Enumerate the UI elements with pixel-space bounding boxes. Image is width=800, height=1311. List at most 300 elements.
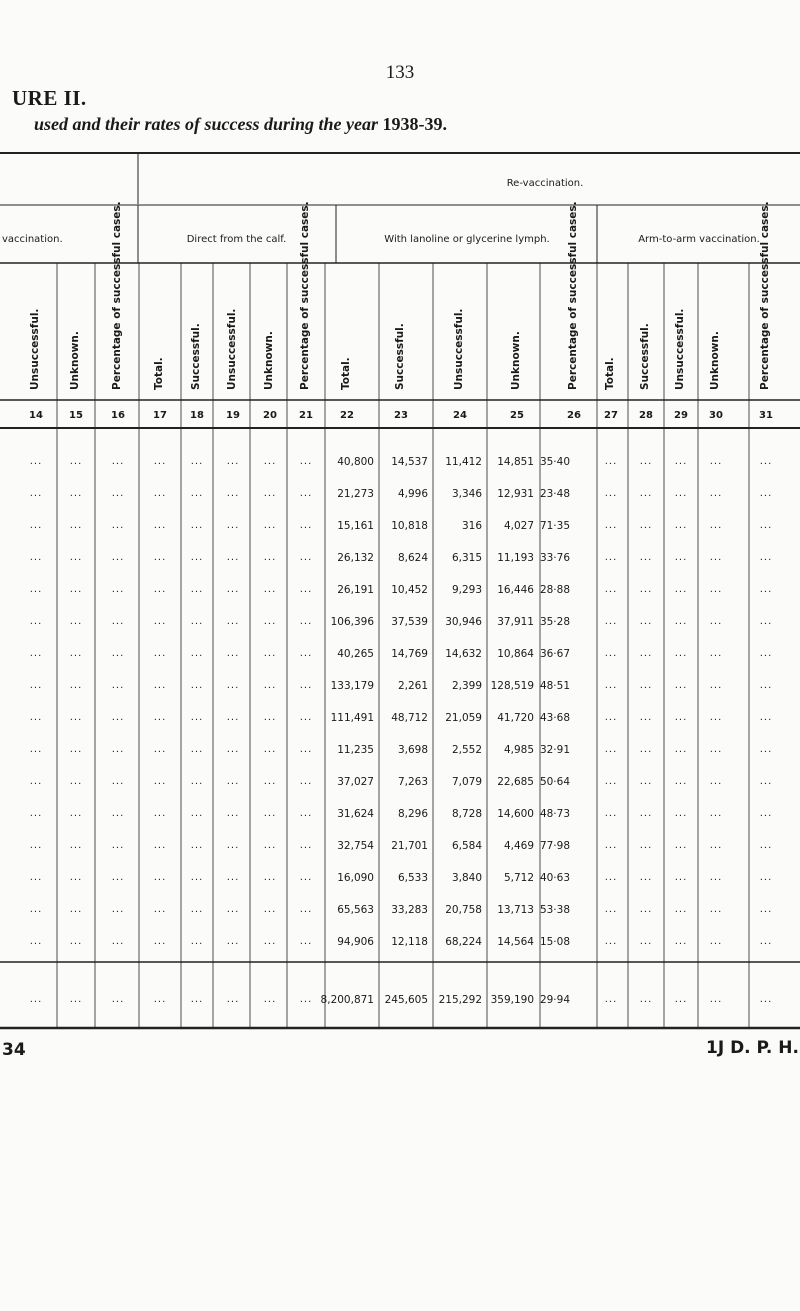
cell-percentage: 15·08 bbox=[539, 936, 570, 948]
column-number: 20 bbox=[263, 410, 277, 421]
cell-successful: 7,263 bbox=[397, 776, 428, 788]
empty-cell: ... bbox=[263, 840, 277, 851]
cell-total: 111,491 bbox=[330, 712, 374, 724]
empty-cell: ... bbox=[190, 840, 204, 851]
cell-total: 37,027 bbox=[337, 776, 374, 788]
column-header: Successful. bbox=[394, 323, 406, 390]
cell-percentage: 35·28 bbox=[539, 616, 570, 628]
cell-total: 11,235 bbox=[337, 744, 374, 756]
empty-cell: ... bbox=[759, 904, 773, 915]
empty-cell: ... bbox=[263, 488, 277, 499]
cell-successful: 33,283 bbox=[391, 904, 428, 916]
empty-cell: ... bbox=[299, 584, 313, 595]
empty-cell: ... bbox=[69, 648, 83, 659]
caption-arm-to-arm: Arm-to-arm vaccination. bbox=[638, 234, 760, 245]
cell-successful: 12,118 bbox=[391, 936, 428, 948]
empty-cell: ... bbox=[299, 648, 313, 659]
empty-cell: ... bbox=[153, 840, 167, 851]
empty-cell: ... bbox=[226, 680, 240, 691]
column-number: 19 bbox=[226, 410, 240, 421]
cell-unknown: 14,564 bbox=[497, 936, 534, 948]
cell-unknown: 12,931 bbox=[497, 488, 534, 500]
column-number: 23 bbox=[394, 410, 408, 421]
empty-cell: ... bbox=[153, 744, 167, 755]
empty-cell: ... bbox=[639, 680, 653, 691]
cell-total: 106,396 bbox=[330, 616, 374, 628]
empty-cell: ... bbox=[226, 808, 240, 819]
empty-cell: ... bbox=[69, 994, 83, 1005]
empty-cell: ... bbox=[604, 648, 618, 659]
empty-cell: ... bbox=[709, 936, 723, 947]
cell-unsuccessful: 11,412 bbox=[445, 456, 482, 468]
empty-cell: ... bbox=[604, 744, 618, 755]
empty-cell: ... bbox=[69, 936, 83, 947]
empty-cell: ... bbox=[709, 904, 723, 915]
cell-percentage: 29·94 bbox=[539, 994, 570, 1006]
empty-cell: ... bbox=[674, 488, 688, 499]
empty-cell: ... bbox=[639, 552, 653, 563]
cell-successful: 4,996 bbox=[397, 488, 428, 500]
empty-cell: ... bbox=[29, 872, 43, 883]
empty-cell: ... bbox=[759, 712, 773, 723]
caption-lanoline: With lanoline or glycerine lymph. bbox=[384, 234, 550, 245]
empty-cell: ... bbox=[639, 520, 653, 531]
empty-cell: ... bbox=[263, 616, 277, 627]
cell-successful: 14,769 bbox=[391, 648, 428, 660]
cell-unknown: 4,027 bbox=[503, 520, 534, 532]
empty-cell: ... bbox=[639, 840, 653, 851]
empty-cell: ... bbox=[759, 744, 773, 755]
cell-total: 94,906 bbox=[337, 936, 374, 948]
empty-cell: ... bbox=[69, 776, 83, 787]
empty-cell: ... bbox=[111, 840, 125, 851]
empty-cell: ... bbox=[29, 552, 43, 563]
empty-cell: ... bbox=[111, 584, 125, 595]
empty-cell: ... bbox=[29, 456, 43, 467]
table-heading: URE II. bbox=[12, 86, 87, 110]
empty-cell: ... bbox=[153, 520, 167, 531]
cell-total: 40,265 bbox=[337, 648, 374, 660]
cell-unknown: 359,190 bbox=[490, 994, 534, 1006]
empty-cell: ... bbox=[674, 744, 688, 755]
column-header: Unsuccessful. bbox=[453, 308, 465, 390]
empty-cell: ... bbox=[153, 616, 167, 627]
cell-unknown: 128,519 bbox=[490, 680, 534, 692]
empty-cell: ... bbox=[29, 994, 43, 1005]
subtitle-year: 1938-39. bbox=[382, 114, 448, 134]
empty-cell: ... bbox=[709, 776, 723, 787]
empty-cell: ... bbox=[604, 936, 618, 947]
empty-cell: ... bbox=[604, 552, 618, 563]
empty-cell: ... bbox=[111, 648, 125, 659]
empty-cell: ... bbox=[111, 808, 125, 819]
column-header: Percentage of successful cases. bbox=[299, 201, 311, 390]
cell-percentage: 77·98 bbox=[539, 840, 570, 852]
cell-unknown: 5,712 bbox=[503, 872, 534, 884]
empty-cell: ... bbox=[709, 552, 723, 563]
empty-cell: ... bbox=[190, 744, 204, 755]
empty-cell: ... bbox=[263, 584, 277, 595]
cell-unsuccessful: 9,293 bbox=[451, 584, 482, 596]
empty-cell: ... bbox=[111, 776, 125, 787]
empty-cell: ... bbox=[674, 616, 688, 627]
cell-unknown: 4,985 bbox=[503, 744, 534, 756]
empty-cell: ... bbox=[639, 872, 653, 883]
empty-cell: ... bbox=[226, 520, 240, 531]
empty-cell: ... bbox=[299, 552, 313, 563]
column-number: 28 bbox=[639, 410, 653, 421]
empty-cell: ... bbox=[759, 584, 773, 595]
empty-cell: ... bbox=[604, 840, 618, 851]
empty-cell: ... bbox=[69, 680, 83, 691]
empty-cell: ... bbox=[674, 648, 688, 659]
empty-cell: ... bbox=[153, 584, 167, 595]
column-number: 31 bbox=[759, 410, 773, 421]
empty-cell: ... bbox=[153, 994, 167, 1005]
empty-cell: ... bbox=[153, 648, 167, 659]
empty-cell: ... bbox=[190, 552, 204, 563]
empty-cell: ... bbox=[29, 616, 43, 627]
empty-cell: ... bbox=[153, 552, 167, 563]
column-header: Unsuccessful. bbox=[29, 308, 41, 390]
empty-cell: ... bbox=[709, 872, 723, 883]
empty-cell: ... bbox=[299, 936, 313, 947]
empty-cell: ... bbox=[263, 680, 277, 691]
empty-cell: ... bbox=[604, 776, 618, 787]
cell-unsuccessful: 3,346 bbox=[451, 488, 482, 500]
empty-cell: ... bbox=[674, 840, 688, 851]
cell-unsuccessful: 30,946 bbox=[445, 616, 482, 628]
column-number: 27 bbox=[604, 410, 618, 421]
empty-cell: ... bbox=[226, 584, 240, 595]
caption-revaccination: Re-vaccination. bbox=[506, 178, 584, 189]
empty-cell: ... bbox=[759, 552, 773, 563]
cell-unknown: 10,864 bbox=[497, 648, 534, 660]
column-header: Successful. bbox=[190, 323, 202, 390]
subtitle-text: used and their rates of success during the year bbox=[34, 114, 379, 134]
empty-cell: ... bbox=[639, 904, 653, 915]
empty-cell: ... bbox=[29, 712, 43, 723]
cell-unsuccessful: 20,758 bbox=[445, 904, 482, 916]
cell-total: 21,273 bbox=[337, 488, 374, 500]
empty-cell: ... bbox=[111, 552, 125, 563]
empty-cell: ... bbox=[263, 456, 277, 467]
empty-cell: ... bbox=[29, 776, 43, 787]
cell-percentage: 40·63 bbox=[539, 872, 570, 884]
column-header: Total. bbox=[153, 357, 165, 390]
empty-cell: ... bbox=[29, 936, 43, 947]
empty-cell: ... bbox=[69, 552, 83, 563]
cell-total: 31,624 bbox=[337, 808, 374, 820]
empty-cell: ... bbox=[69, 872, 83, 883]
empty-cell: ... bbox=[759, 648, 773, 659]
empty-cell: ... bbox=[674, 456, 688, 467]
empty-cell: ... bbox=[29, 520, 43, 531]
empty-cell: ... bbox=[69, 840, 83, 851]
empty-cell: ... bbox=[604, 904, 618, 915]
empty-cell: ... bbox=[299, 840, 313, 851]
empty-cell: ... bbox=[29, 744, 43, 755]
cell-unsuccessful: 316 bbox=[461, 520, 482, 532]
empty-cell: ... bbox=[111, 872, 125, 883]
empty-cell: ... bbox=[111, 616, 125, 627]
cell-unsuccessful: 2,399 bbox=[451, 680, 482, 692]
cell-successful: 6,533 bbox=[397, 872, 428, 884]
cell-successful: 10,452 bbox=[391, 584, 428, 596]
cell-unknown: 41,720 bbox=[497, 712, 534, 724]
cell-total: 65,563 bbox=[337, 904, 374, 916]
empty-cell: ... bbox=[759, 936, 773, 947]
column-number: 30 bbox=[709, 410, 723, 421]
column-header: Total. bbox=[340, 357, 352, 390]
empty-cell: ... bbox=[226, 994, 240, 1005]
empty-cell: ... bbox=[190, 584, 204, 595]
empty-cell: ... bbox=[674, 520, 688, 531]
empty-cell: ... bbox=[639, 744, 653, 755]
empty-cell: ... bbox=[604, 488, 618, 499]
empty-cell: ... bbox=[759, 616, 773, 627]
empty-cell: ... bbox=[153, 456, 167, 467]
column-header: Percentage of successful cases. bbox=[759, 201, 771, 390]
column-number: 16 bbox=[111, 410, 125, 421]
empty-cell: ... bbox=[29, 808, 43, 819]
cell-total: 16,090 bbox=[337, 872, 374, 884]
empty-cell: ... bbox=[190, 872, 204, 883]
column-number: 26 bbox=[567, 410, 581, 421]
empty-cell: ... bbox=[69, 520, 83, 531]
empty-cell: ... bbox=[263, 648, 277, 659]
empty-cell: ... bbox=[190, 712, 204, 723]
empty-cell: ... bbox=[299, 520, 313, 531]
cell-percentage: 50·64 bbox=[539, 776, 570, 788]
empty-cell: ... bbox=[111, 680, 125, 691]
cell-unsuccessful: 6,315 bbox=[451, 552, 482, 564]
cell-unsuccessful: 21,059 bbox=[445, 712, 482, 724]
empty-cell: ... bbox=[29, 648, 43, 659]
cell-total: 15,161 bbox=[337, 520, 374, 532]
cell-unknown: 22,685 bbox=[497, 776, 534, 788]
empty-cell: ... bbox=[69, 904, 83, 915]
empty-cell: ... bbox=[190, 456, 204, 467]
empty-cell: ... bbox=[299, 744, 313, 755]
empty-cell: ... bbox=[226, 616, 240, 627]
empty-cell: ... bbox=[190, 616, 204, 627]
cell-unknown: 13,713 bbox=[497, 904, 534, 916]
empty-cell: ... bbox=[190, 520, 204, 531]
empty-cell: ... bbox=[111, 488, 125, 499]
empty-cell: ... bbox=[759, 808, 773, 819]
column-header: Percentage of successful cases. bbox=[111, 201, 123, 390]
empty-cell: ... bbox=[226, 744, 240, 755]
empty-cell: ... bbox=[153, 776, 167, 787]
empty-cell: ... bbox=[111, 744, 125, 755]
column-number: 14 bbox=[29, 410, 43, 421]
footer-right: 1J D. P. H. bbox=[706, 1038, 799, 1058]
empty-cell: ... bbox=[190, 680, 204, 691]
empty-cell: ... bbox=[674, 808, 688, 819]
empty-cell: ... bbox=[299, 456, 313, 467]
cell-total: 8,200,871 bbox=[320, 994, 374, 1006]
empty-cell: ... bbox=[674, 776, 688, 787]
empty-cell: ... bbox=[674, 994, 688, 1005]
column-header: Unsuccessful. bbox=[674, 308, 686, 390]
column-number: 22 bbox=[340, 410, 354, 421]
footer-left: 34 bbox=[2, 1040, 26, 1060]
empty-cell: ... bbox=[69, 616, 83, 627]
empty-cell: ... bbox=[69, 712, 83, 723]
empty-cell: ... bbox=[709, 994, 723, 1005]
empty-cell: ... bbox=[263, 776, 277, 787]
caption-direct-calf: Direct from the calf. bbox=[186, 234, 287, 245]
empty-cell: ... bbox=[226, 904, 240, 915]
empty-cell: ... bbox=[674, 680, 688, 691]
cell-successful: 37,539 bbox=[391, 616, 428, 628]
empty-cell: ... bbox=[674, 584, 688, 595]
cell-unsuccessful: 3,840 bbox=[451, 872, 482, 884]
empty-cell: ... bbox=[639, 456, 653, 467]
cell-percentage: 32·91 bbox=[539, 744, 570, 756]
empty-cell: ... bbox=[674, 904, 688, 915]
empty-cell: ... bbox=[153, 936, 167, 947]
cell-percentage: 33·76 bbox=[539, 552, 570, 564]
empty-cell: ... bbox=[263, 744, 277, 755]
empty-cell: ... bbox=[263, 872, 277, 883]
empty-cell: ... bbox=[263, 936, 277, 947]
empty-cell: ... bbox=[69, 808, 83, 819]
cell-unsuccessful: 215,292 bbox=[438, 994, 482, 1006]
column-header: Successful. bbox=[639, 323, 651, 390]
cell-percentage: 53·38 bbox=[539, 904, 570, 916]
empty-cell: ... bbox=[604, 584, 618, 595]
empty-cell: ... bbox=[604, 712, 618, 723]
empty-cell: ... bbox=[709, 488, 723, 499]
empty-cell: ... bbox=[759, 776, 773, 787]
empty-cell: ... bbox=[153, 872, 167, 883]
cell-unsuccessful: 6,584 bbox=[451, 840, 482, 852]
empty-cell: ... bbox=[759, 840, 773, 851]
column-header: Percentage of successful cases. bbox=[567, 201, 579, 390]
empty-cell: ... bbox=[69, 584, 83, 595]
empty-cell: ... bbox=[299, 616, 313, 627]
cell-total: 26,191 bbox=[337, 584, 374, 596]
cell-percentage: 48·73 bbox=[539, 808, 570, 820]
column-header: Unknown. bbox=[263, 331, 275, 390]
cell-unknown: 11,193 bbox=[497, 552, 534, 564]
empty-cell: ... bbox=[759, 456, 773, 467]
column-header: Unknown. bbox=[709, 331, 721, 390]
cell-successful: 21,701 bbox=[391, 840, 428, 852]
empty-cell: ... bbox=[111, 712, 125, 723]
empty-cell: ... bbox=[226, 872, 240, 883]
empty-cell: ... bbox=[190, 488, 204, 499]
empty-cell: ... bbox=[639, 712, 653, 723]
column-header: Unknown. bbox=[69, 331, 81, 390]
empty-cell: ... bbox=[153, 680, 167, 691]
empty-cell: ... bbox=[299, 712, 313, 723]
empty-cell: ... bbox=[709, 648, 723, 659]
empty-cell: ... bbox=[604, 872, 618, 883]
empty-cell: ... bbox=[709, 616, 723, 627]
empty-cell: ... bbox=[604, 680, 618, 691]
empty-cell: ... bbox=[639, 488, 653, 499]
empty-cell: ... bbox=[639, 994, 653, 1005]
empty-cell: ... bbox=[759, 872, 773, 883]
empty-cell: ... bbox=[759, 488, 773, 499]
empty-cell: ... bbox=[639, 648, 653, 659]
empty-cell: ... bbox=[69, 744, 83, 755]
cell-total: 32,754 bbox=[337, 840, 374, 852]
cell-percentage: 28·88 bbox=[539, 584, 570, 596]
cell-total: 40,800 bbox=[337, 456, 374, 468]
cell-percentage: 43·68 bbox=[539, 712, 570, 724]
empty-cell: ... bbox=[299, 994, 313, 1005]
cell-total: 26,132 bbox=[337, 552, 374, 564]
cell-percentage: 35·40 bbox=[539, 456, 570, 468]
cell-total: 133,179 bbox=[330, 680, 374, 692]
column-number: 24 bbox=[453, 410, 467, 421]
empty-cell: ... bbox=[639, 616, 653, 627]
empty-cell: ... bbox=[226, 936, 240, 947]
cell-unknown: 37,911 bbox=[497, 616, 534, 628]
empty-cell: ... bbox=[29, 904, 43, 915]
empty-cell: ... bbox=[604, 808, 618, 819]
cell-unsuccessful: 7,079 bbox=[451, 776, 482, 788]
empty-cell: ... bbox=[299, 808, 313, 819]
empty-cell: ... bbox=[190, 994, 204, 1005]
column-number: 18 bbox=[190, 410, 204, 421]
empty-cell: ... bbox=[709, 712, 723, 723]
empty-cell: ... bbox=[759, 680, 773, 691]
cell-percentage: 48·51 bbox=[539, 680, 570, 692]
empty-cell: ... bbox=[639, 936, 653, 947]
empty-cell: ... bbox=[153, 808, 167, 819]
cell-unsuccessful: 2,552 bbox=[451, 744, 482, 756]
empty-cell: ... bbox=[759, 994, 773, 1005]
empty-cell: ... bbox=[639, 808, 653, 819]
empty-cell: ... bbox=[190, 808, 204, 819]
empty-cell: ... bbox=[759, 520, 773, 531]
empty-cell: ... bbox=[111, 936, 125, 947]
table-subtitle bbox=[34, 114, 447, 135]
empty-cell: ... bbox=[111, 520, 125, 531]
empty-cell: ... bbox=[226, 712, 240, 723]
empty-cell: ... bbox=[604, 520, 618, 531]
cell-successful: 48,712 bbox=[391, 712, 428, 724]
empty-cell: ... bbox=[226, 840, 240, 851]
empty-cell: ... bbox=[226, 776, 240, 787]
cell-successful: 8,624 bbox=[397, 552, 428, 564]
cell-percentage: 23·48 bbox=[539, 488, 570, 500]
cell-successful: 14,537 bbox=[391, 456, 428, 468]
empty-cell: ... bbox=[674, 552, 688, 563]
empty-cell: ... bbox=[639, 584, 653, 595]
column-header: Unsuccessful. bbox=[226, 308, 238, 390]
caption-vaccination: vaccination. bbox=[2, 234, 63, 245]
empty-cell: ... bbox=[674, 936, 688, 947]
empty-cell: ... bbox=[263, 520, 277, 531]
empty-cell: ... bbox=[263, 904, 277, 915]
empty-cell: ... bbox=[674, 712, 688, 723]
column-header: Total. bbox=[604, 357, 616, 390]
cell-unknown: 14,851 bbox=[497, 456, 534, 468]
empty-cell: ... bbox=[263, 712, 277, 723]
empty-cell: ... bbox=[263, 994, 277, 1005]
empty-cell: ... bbox=[674, 872, 688, 883]
empty-cell: ... bbox=[29, 840, 43, 851]
empty-cell: ... bbox=[299, 488, 313, 499]
column-number: 25 bbox=[510, 410, 524, 421]
empty-cell: ... bbox=[709, 808, 723, 819]
